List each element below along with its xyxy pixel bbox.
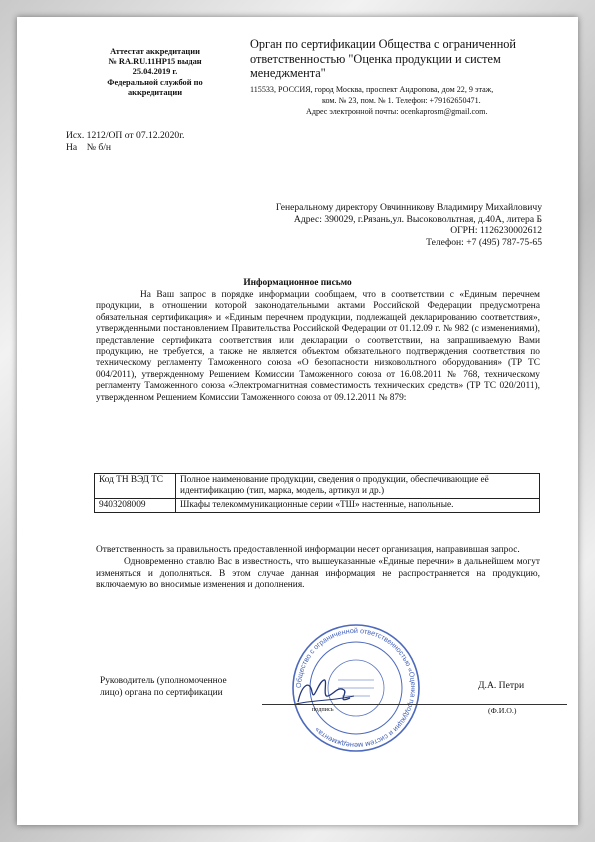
reference-reply: На № б/н bbox=[66, 141, 112, 153]
recipient-block bbox=[200, 202, 542, 248]
organization-name-line: менеджмента" bbox=[250, 66, 326, 81]
notice-paragraph: Одновременно ставлю Вас в известность, что вышеуказанные «Единые перечни» в дальнейшем могут изменяться и дополняться. В этом случае данная информация не распространяется на продукцию, включаемую во вносимые изменения и дополнения. bbox=[96, 557, 540, 591]
letter-title: Информационное письмо bbox=[243, 278, 352, 288]
table-header-cell: Код ТН ВЭД ТС bbox=[95, 474, 176, 499]
accreditation-line: Аттестат аккредитации bbox=[110, 47, 200, 56]
signatory-position bbox=[100, 676, 260, 699]
signature-line bbox=[262, 704, 567, 705]
organization-name-line: ответственностью "Оценка продукции и систем bbox=[250, 51, 501, 66]
outgoing-reference bbox=[66, 130, 184, 153]
letter-intro-paragraph: На Ваш запрос в порядке информации сообщаем, что в соответствии с «Единым перечнем продукции, в отношении которой законодательными актами Российской Федерации предусмотрена обязательная сертификация» и «Единым перечнем продукции, подлежащей декларированию соответствия», утвержденными постановлением Правительства Российской Федерации от 01.12.09 г. № 982 (с изменениями), представление сертификата соответствия или декларации о соответствии, на запрашиваемую Вами продукцию, не требуется, а также не является объектом обязательного подтверждения соответствия по техническому регламенту Таможенного союза «О безопасности низковольтного оборудования» (ТР ТС 004/2011), утвержденному Решением Комиссии Таможенного союза от 16.08.2011 № 768, техническому регламенту Таможенного союза «Электромагнитная совместимость технических средств» (ТР ТС 020/2011), утвержденном Решением Комиссии Таможенного союза от 09.12.2011 № 879: bbox=[96, 290, 540, 403]
signatory-name: Д.А. Петри bbox=[478, 680, 525, 691]
address-line: ком. № 23, пом. № 1. Телефон: +79162650471. bbox=[322, 96, 481, 106]
closing-block bbox=[96, 545, 540, 592]
letter-body bbox=[96, 290, 540, 404]
table-header-row bbox=[95, 474, 540, 499]
organization-address bbox=[250, 84, 560, 118]
table-cell-description: Шкафы телекоммуникационные серии «ТШ» настенные, напольные. bbox=[176, 499, 540, 513]
responsibility-paragraph: Ответственность за правильность предоставленной информации несет организация, направившая запрос. bbox=[96, 545, 520, 555]
recipient-line: Генеральному директору Овчинникову Владимиру Михайловичу bbox=[275, 202, 542, 213]
address-line: 115533, РОССИЯ, город Москва, проспект Андропова, дом 22, 9 этаж, bbox=[250, 85, 494, 94]
signature-caption: подпись bbox=[312, 706, 334, 713]
recipient-line: ОГРН: 1126230002612 bbox=[450, 225, 542, 237]
address-line: Адрес электронной почты: ocenkaprosm@gmail.com. bbox=[306, 107, 488, 117]
accreditation-block bbox=[90, 47, 220, 98]
table-cell-code: 9403208009 bbox=[95, 499, 176, 513]
recipient-line: Адрес: 390029, г.Рязань,ул. Высоковольтная, д.40А, литера Б bbox=[293, 213, 542, 225]
stamp-text: Общество с ограниченной ответственностью «Оценка продукции и систем менеджмента» bbox=[293, 625, 419, 751]
position-line: лицо) органа по сертификации bbox=[100, 687, 223, 698]
organization-name bbox=[250, 37, 550, 81]
organization-name-line: Орган по сертификации Общества с ограниченной bbox=[250, 37, 517, 51]
table-header-cell: Полное наименование продукции, сведения о продукции, обеспечивающие её идентификацию (тип, марка, модель, артикул и др.) bbox=[176, 474, 540, 499]
products-table bbox=[94, 473, 540, 513]
accreditation-line: 25.04.2019 г. bbox=[132, 67, 178, 77]
name-caption: (Ф.И.О.) bbox=[488, 706, 517, 715]
table-row bbox=[95, 499, 540, 513]
accreditation-line: Федеральной службой по bbox=[107, 77, 203, 87]
recipient-line: Телефон: +7 (495) 787-75-65 bbox=[426, 236, 542, 248]
accreditation-line: № RA.RU.11НР15 выдан bbox=[108, 57, 202, 67]
position-line: Руководитель (уполномоченное bbox=[100, 676, 227, 686]
reference-number: Исх. 1212/ОП от 07.12.2020г. bbox=[66, 130, 185, 141]
accreditation-line: аккредитации bbox=[127, 87, 183, 97]
